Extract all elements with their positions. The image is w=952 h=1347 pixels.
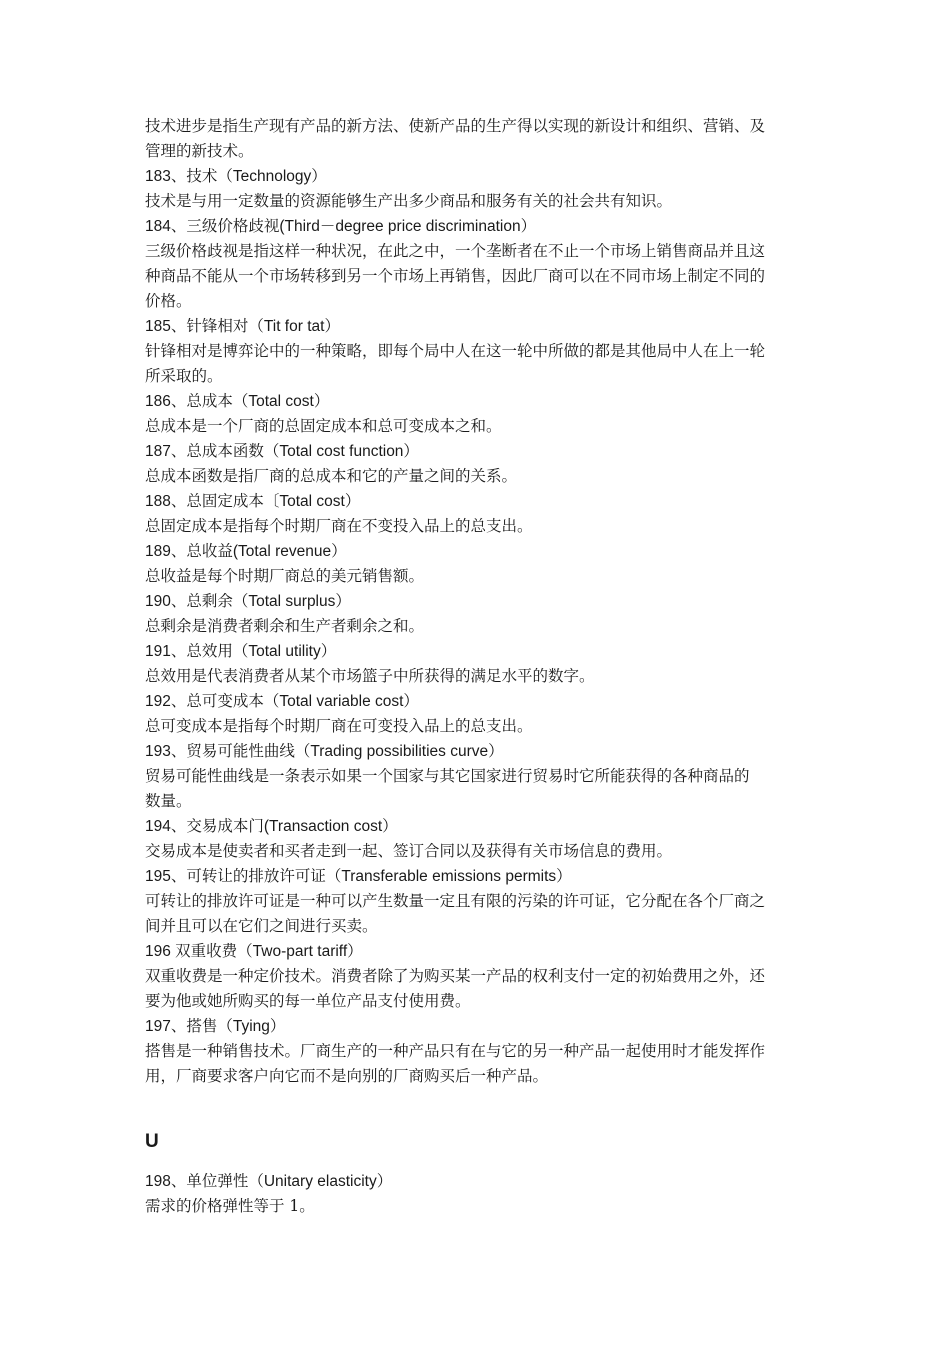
definition-line: 间并且可以在它们之间进行买卖。: [145, 917, 378, 935]
term-heading: 190、总剩余（Total surplus）: [145, 593, 351, 610]
term-heading: 188、总固定成本〔Total cost）: [145, 493, 361, 510]
definition-line: 技术进步是指生产现有产品的新方法、使新产品的生产得以实现的新设计和组织、营销、及: [145, 117, 766, 135]
definition-line: 用，厂商要求客户向它而不是向别的厂商购买后一种产品。: [145, 1067, 549, 1085]
glossary-block-u: [145, 1169, 812, 1219]
term-heading: 198、单位弹性（Unitary elasticity）: [145, 1173, 393, 1190]
definition-line: 技术是与用一定数量的资源能够生产出多少商品和服务有关的社会共有知识。: [145, 192, 673, 210]
term-heading: 186、总成本（Total cost）: [145, 393, 330, 410]
term-heading: 187、总成本函数（Total cost function）: [145, 443, 419, 460]
definition-line: 数量。: [145, 792, 192, 810]
definition-line: 双重收费是一种定价技术。消费者除了为购买某一产品的权利支付一定的初始费用之外，还: [145, 967, 766, 985]
term-heading: 194、交易成本门(Transaction cost）: [145, 818, 398, 835]
definition-line: 种商品不能从一个市场转移到另一个市场上再销售，因此厂商可以在不同市场上制定不同的: [145, 267, 766, 285]
term-heading: 192、总可变成本（Total variable cost）: [145, 693, 419, 710]
term-heading: 183、技术（Technology）: [145, 168, 327, 185]
definition-line: 总效用是代表消费者从某个市场篮子中所获得的满足水平的数字。: [145, 667, 595, 685]
definition-line: 总收益是每个时期厂商总的美元销售额。: [145, 567, 425, 585]
definition-line: 所采取的。: [145, 367, 223, 385]
definition-line: 价格。: [145, 292, 192, 310]
term-heading: 196 双重收费（Two-part tariff）: [145, 943, 363, 960]
definition-line: 总成本函数是指厂商的总成本和它的产量之间的关系。: [145, 467, 518, 485]
definition-line: 贸易可能性曲线是一条表示如果一个国家与其它国家进行贸易时它所能获得的各种商品的: [145, 767, 750, 785]
glossary-block-t: [145, 114, 812, 1089]
definition-line: 搭售是一种销售技术。厂商生产的一种产品只有在与它的另一种产品一起使用时才能发挥作: [145, 1042, 766, 1060]
definition-line: 需求的价格弹性等于 1。: [145, 1197, 315, 1215]
definition-line: 管理的新技术。: [145, 142, 254, 160]
term-heading: 197、搭售（Tying）: [145, 1018, 286, 1035]
term-heading: 191、总效用（Total utility）: [145, 643, 337, 660]
definition-line: 总剩余是消费者剩余和生产者剩余之和。: [145, 617, 425, 635]
definition-line: 总固定成本是指每个时期厂商在不变投入品上的总支出。: [145, 517, 533, 535]
definition-line: 总成本是一个厂商的总固定成本和总可变成本之和。: [145, 417, 502, 435]
definition-line: 要为他或她所购买的每一单位产品支付使用费。: [145, 992, 471, 1010]
definition-line: 三级价格歧视是指这样一种状况，在此之中，一个垄断者在不止一个市场上销售商品并且这: [145, 242, 766, 260]
definition-line: 针锋相对是博弈论中的一种策略，即每个局中人在这一轮中所做的都是其他局中人在上一轮: [145, 342, 766, 360]
definition-line: 可转让的排放许可证是一种可以产生数量一定且有限的污染的许可证，它分配在各个厂商之: [145, 892, 766, 910]
section-heading-u: U: [145, 1131, 159, 1152]
term-heading: 193、贸易可能性曲线（Trading possibilities curve）: [145, 743, 504, 760]
term-heading: 195、可转让的排放许可证（Transferable emissions permits）: [145, 868, 572, 885]
term-heading: 189、总收益(Total revenue）: [145, 543, 347, 560]
term-heading: 185、针锋相对（Tit for tat）: [145, 318, 340, 335]
definition-line: 交易成本是使卖者和买者走到一起、签订合同以及获得有关市场信息的费用。: [145, 842, 673, 860]
definition-line: 总可变成本是指每个时期厂商在可变投入品上的总支出。: [145, 717, 533, 735]
term-heading: 184、三级价格歧视(Third－degree price discrimination）: [145, 218, 537, 235]
